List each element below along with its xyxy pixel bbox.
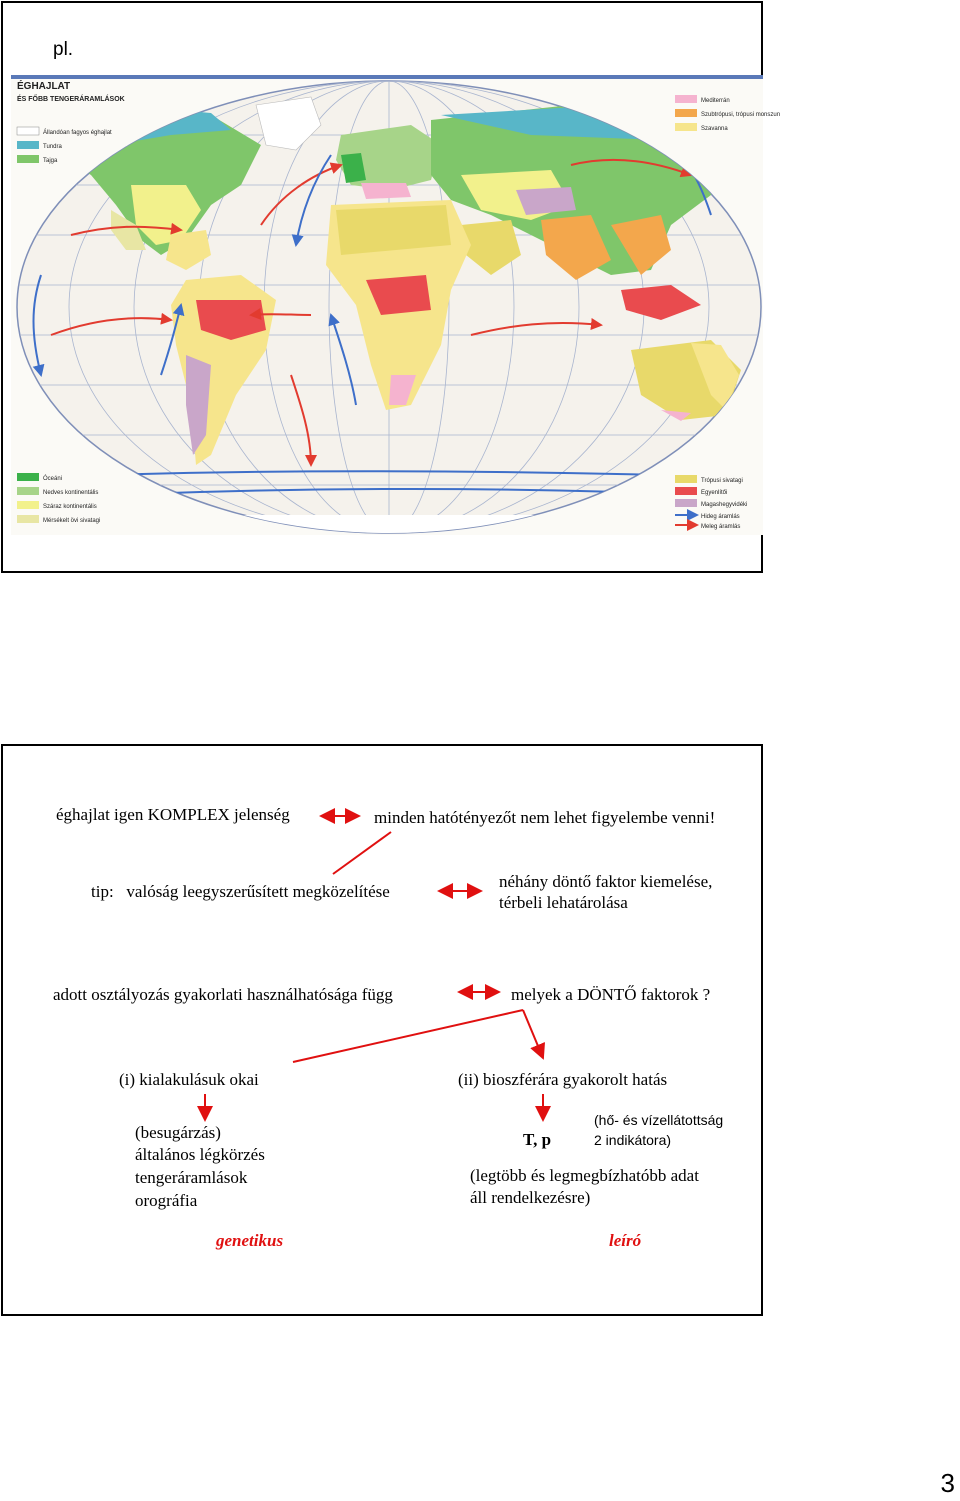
legend-bl-0: Óceáni [43,476,63,482]
text-tp: T, p [523,1130,552,1149]
map-subtitle: ÉS FŐBB TENGERÁRAMLÁSOK [17,96,125,103]
cause-orografia: orográfia [135,1191,198,1210]
legend-bl-1: Nedves kontinentális [43,490,99,496]
text-indikator-1: (hő- és vízellátottság [594,1112,724,1128]
slide-classification [1,744,763,1316]
page-number: 3 [940,1468,955,1498]
connector-row1-row2 [333,832,391,874]
branch-right-arrow [523,1010,543,1058]
cause-besugarzas: (besugárzás) [135,1123,221,1142]
text-osztalyozas: adott osztályozás gyakorlati használhatósága függ [53,985,393,1004]
legend-tl-2: Tajga [43,158,58,164]
legend-br-1: Egyenlítői [701,490,728,496]
text-nem-lehet: minden hatótényezőt nem lehet figyelembe venni! [374,808,716,827]
text-komplex: éghajlat igen KOMPLEX jelenség [56,805,290,824]
text-indikator-2: 2 indikátora) [594,1132,672,1148]
text-bioszfera: (ii) bioszférára gyakorolt hatás [458,1070,668,1089]
legend-tl-0: Állandóan fagyos éghajlat [43,130,112,136]
text-tip: tip: valóság leegyszerűsített megközelítése [91,882,390,901]
legend-bl-2: Száraz kontinentális [43,504,97,510]
cause-legkorzes: általános légkörzés [135,1145,265,1164]
legend-tr-2: Szavanna [701,126,728,132]
text-adat-1: (legtöbb és legmegbízhatóbb adat [470,1166,699,1185]
legend-tr-0: Mediterrán [701,98,730,104]
slide-climate-map [1,1,781,573]
legend-tr-1: Szubtrópusi, trópusi monszun [701,112,781,118]
legend-bl-3: Mérsékelt övi sivatagi [43,518,101,524]
text-kialakulas: (i) kialakulásuk okai [119,1070,259,1089]
text-dontő-faktorok: melyek a DÖNTŐ faktorok ? [511,985,711,1004]
climate-world-map [11,75,781,535]
diagram-arrows [3,746,763,1316]
slide-label: pl. [53,39,74,60]
text-terbeli: térbeli lehatárolása [499,893,628,912]
legend-br-2: Magashegyvidéki [701,502,748,508]
branch-left-line [293,1010,523,1062]
text-adat-2: áll rendelkezésre) [470,1188,591,1207]
map-graphic [11,75,781,535]
legend-br-4: Meleg áramlás [701,524,741,530]
map-title: ÉGHAJLAT [17,81,71,92]
text-dontő-faktor: néhány döntő faktor kiemelése, [499,872,713,891]
legend-br-0: Trópusi sivatagi [701,478,743,484]
legend-tl-1: Tundra [43,144,62,150]
label-leiro: leíró [609,1231,642,1250]
cause-tengeraramlas: tengeráramlások [135,1168,248,1187]
legend-br-3: Hideg áramlás [701,514,740,520]
label-genetikus: genetikus [216,1231,284,1250]
